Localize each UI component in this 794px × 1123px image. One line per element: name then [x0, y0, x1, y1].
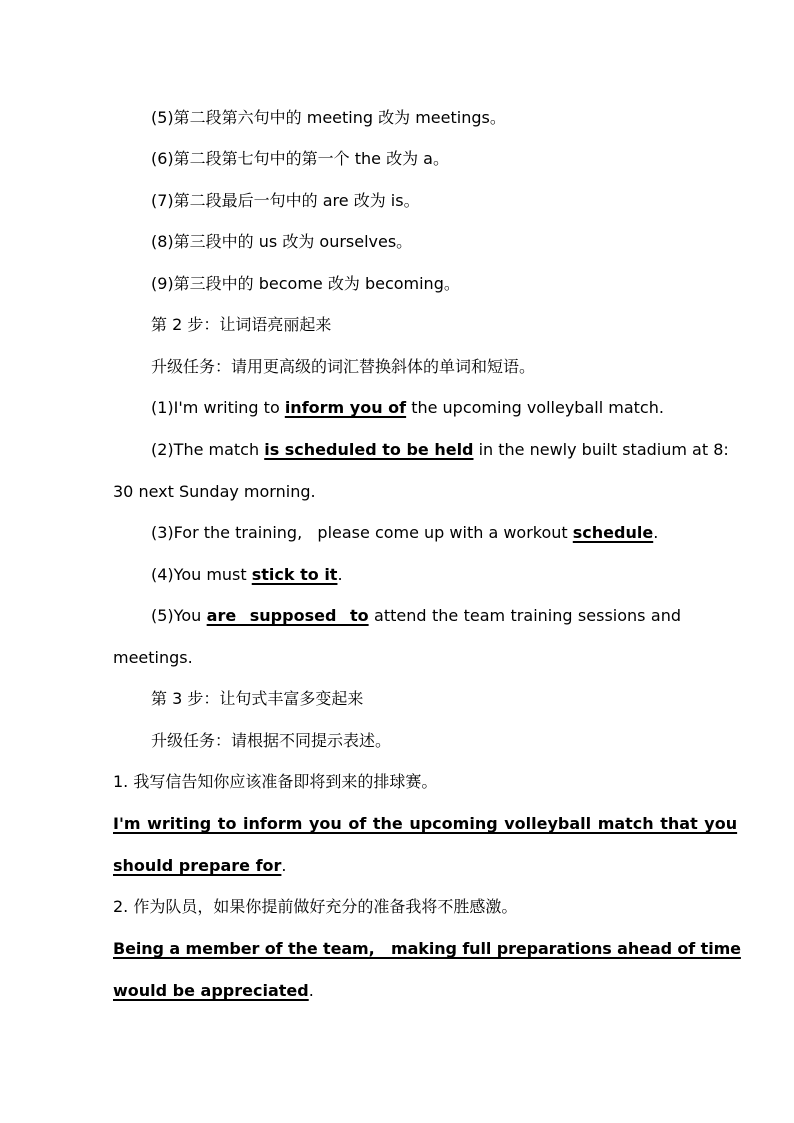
answer-2-line-1: Being a member of the team, making full preparations ahead of time [113, 939, 741, 958]
sentence-5 [151, 605, 681, 627]
sentence-5-word: team [463, 606, 506, 625]
sentence-4-answer: stick to it [251, 565, 338, 584]
sentence-2 [151, 439, 729, 461]
question-1: 1. 我写信告知你应该准备即将到来的排球赛。 [113, 772, 438, 791]
sentence-2-answer: is scheduled to be held [264, 440, 474, 459]
sentence-3-answer: schedule [572, 523, 654, 542]
answer-2-line-2 [113, 980, 314, 1002]
step-2-heading: 第 2 步：让词语亮丽起来 [151, 315, 332, 334]
correction-7: (7)第二段最后一句中的 are 改为 is。 [151, 191, 420, 210]
correction-6: (6)第二段第七句中的第一个 the 改为 a。 [151, 149, 449, 168]
task-3-instruction: 升级任务：请根据不同提示表述。 [151, 731, 392, 750]
sentence-1-prefix: (1)I'm writing to [151, 398, 285, 417]
sentence-4 [151, 564, 343, 586]
answer-1-line-2 [113, 855, 287, 877]
answer-1-line-1: I'm writing to inform you of the upcoming volleyball match that you [113, 814, 738, 833]
sentence-4-prefix: (4)You must [151, 565, 252, 584]
sentence-5-word: sessions [577, 606, 646, 625]
sentence-3 [151, 522, 658, 544]
sentence-1-suffix: the upcoming volleyball match. [406, 398, 664, 417]
sentence-2-prefix: (2)The match [151, 440, 265, 459]
sentence-5-word: training [510, 606, 573, 625]
sentence-5-prefix: (5)You [151, 606, 202, 625]
answer-2-period: . [308, 981, 314, 1000]
sentence-1-answer: inform you of [284, 398, 407, 417]
sentence-5-word: attend [374, 606, 427, 625]
sentence-5-continued: meetings. [113, 648, 193, 667]
sentence-3-suffix: . [653, 523, 659, 542]
correction-8: (8)第三段中的 us 改为 ourselves。 [151, 232, 413, 251]
answer-1-tail: should prepare for [113, 856, 282, 875]
sentence-4-suffix: . [337, 565, 343, 584]
sentence-3-prefix: (3)For the training, please come up with a workout [151, 523, 573, 542]
sentence-5-answer: are supposed to [206, 606, 369, 625]
answer-2-tail: would be appreciated [113, 981, 309, 1000]
sentence-2-continued: 30 next Sunday morning. [113, 482, 316, 501]
question-2: 2. 作为队员，如果你提前做好充分的准备我将不胜感激。 [113, 897, 518, 916]
sentence-5-word: and [650, 606, 681, 625]
step-3-heading: 第 3 步：让句式丰富多变起来 [151, 689, 364, 708]
correction-5: (5)第二段第六句中的 meeting 改为 meetings。 [151, 108, 506, 127]
answer-1-period: . [281, 856, 287, 875]
task-2-instruction: 升级任务：请用更高级的词汇替换斜体的单词和短语。 [151, 357, 536, 376]
sentence-5-word: the [431, 606, 459, 625]
sentence-2-suffix: in the newly built stadium at 8: [473, 440, 729, 459]
sentence-1 [151, 397, 664, 419]
correction-9: (9)第三段中的 become 改为 becoming。 [151, 274, 460, 293]
